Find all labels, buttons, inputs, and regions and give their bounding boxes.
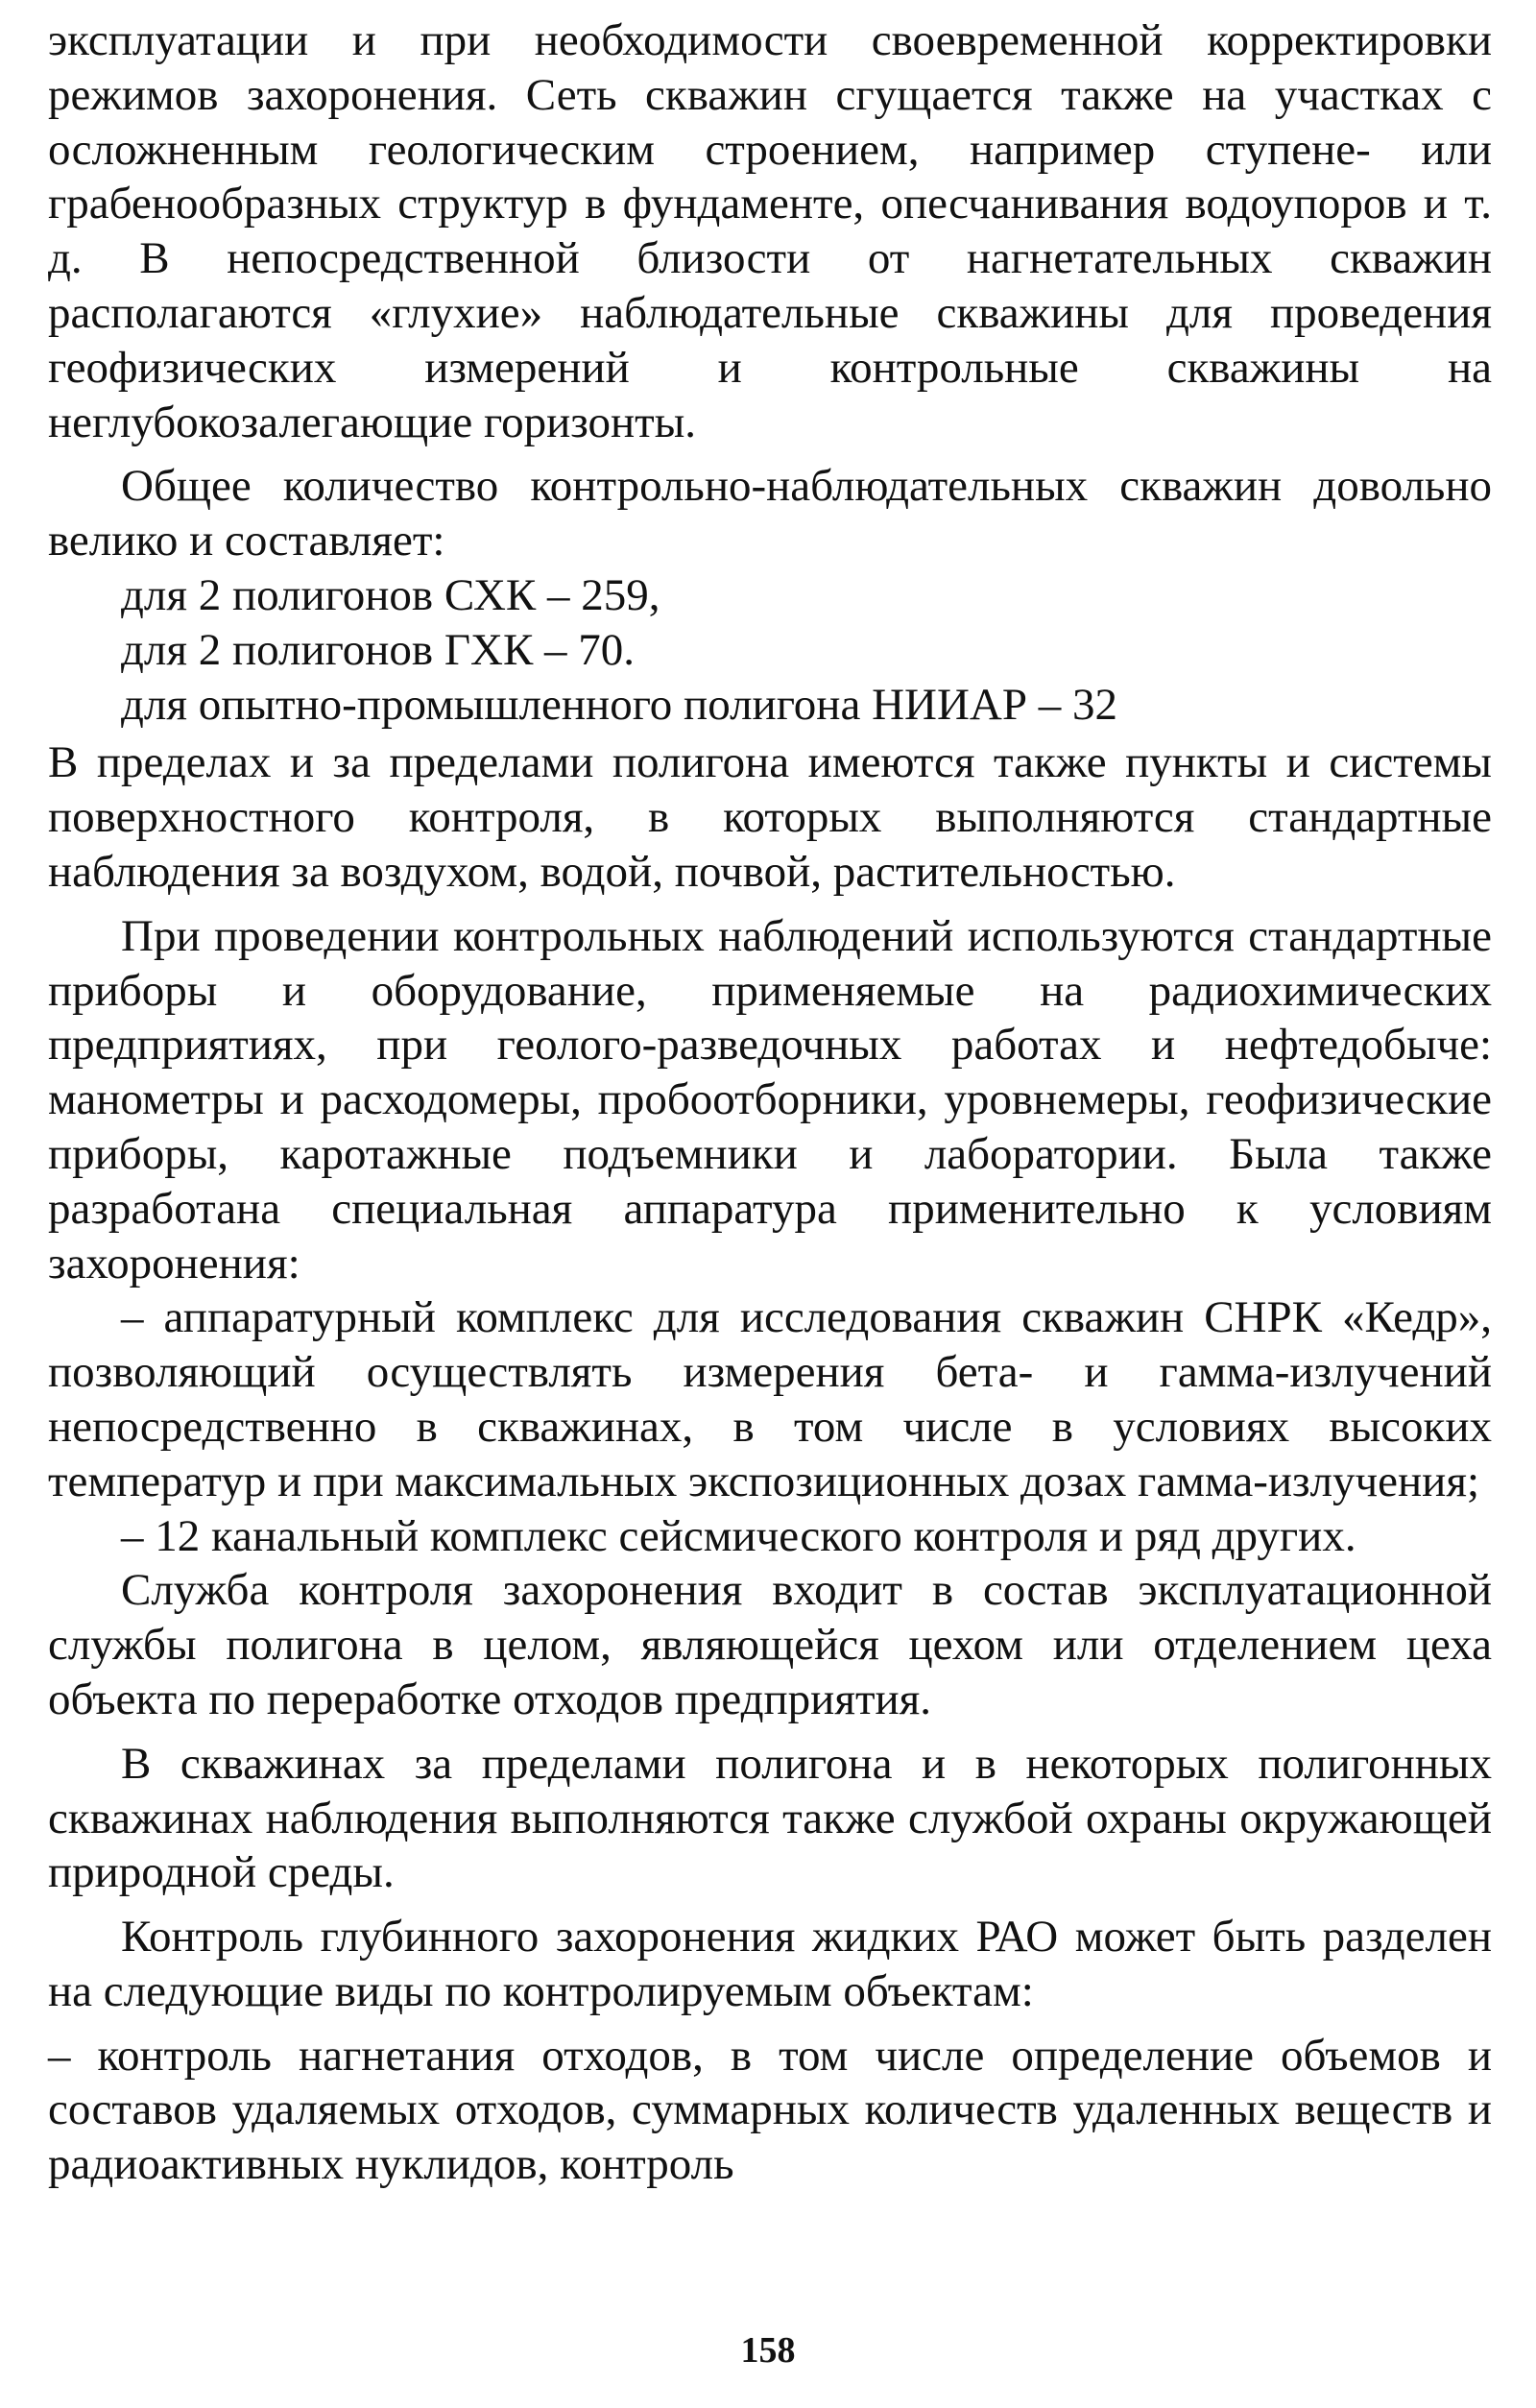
paragraph-well-count-intro: Общее количество контрольно-наблюдательных скважин довольно велико и составляет:: [48, 461, 1492, 566]
list-item-skhk: для 2 полигонов СХК – 259,: [121, 569, 660, 620]
paragraph-environment-service: В скважинах за пределами полигона и в некоторых полигонных скважинах наблюдения выполняются также службой охраны окружающей природной среды.: [48, 1738, 1492, 1898]
list-item-niiar: для опытно-промышленного полигона НИИАР – 32: [121, 679, 1117, 730]
page-text-body: [48, 13, 1492, 2202]
paragraph-equipment: При проведении контрольных наблюдений используются стандартные приборы и оборудование, применяемые на радиохимических предприятиях, при геолого-разведочных работах и нефтедобыче: манометры и расходомеры, пробоотборники, уровнемеры, геофизические приборы, каротажные подъемники и лаборатории. Была также разработана специальная аппаратура применительно к условиям захоронения:: [48, 910, 1492, 1288]
paragraph-kedr-complex: – аппаратурный комплекс для исследования скважин СНРК «Кедр», позволяющий осуществлять измерения бета- и гамма-излучений непосредственно в скважинах, в том числе в условиях высоких температур и при максимальных экспозиционных дозах гамма-излучения;: [48, 1292, 1492, 1506]
paragraph-seismic-complex: – 12 канальный комплекс сейсмического контроля и ряд других.: [121, 1510, 1356, 1561]
paragraph-continuation: эксплуатации и при необходимости своевременной корректировки режимов захоронения. Сеть скважин сгущается также на участках с осложненным геологическим строением, например ступене- или грабенообразных структур в фундаменте, опесчанивания водоупоров и т. д. В непосредственной близости от нагнетательных скважин располагаются «глухие» наблюдательные скважины для проведения геофизических измерений и контрольные скважины на неглубокозалегающие горизонты.: [48, 15, 1492, 447]
paragraph-surface-control: В пределах и за пределами полигона имеются также пункты и системы поверхностного контроля, в которых выполняются стандартные наблюдения за воздухом, водой, почвой, растительностью.: [48, 737, 1492, 897]
paragraph-injection-control: – контроль нагнетания отходов, в том числе определение объемов и составов удаляемых отходов, суммарных количеств удаленных веществ и радиоактивных нуклидов, контроль: [48, 2030, 1492, 2190]
list-item-gkhk: для 2 полигонов ГХК – 70.: [121, 624, 636, 675]
page-number: 158: [740, 2330, 796, 2371]
paragraph-control-types: Контроль глубинного захоронения жидких РАО может быть разделен на следующие виды по контролируемым объектам:: [48, 1912, 1492, 2016]
paragraph-control-service: Служба контроля захоронения входит в состав эксплуатационной службы полигона в целом, являющейся цехом или отделением цеха объекта по переработке отходов предприятия.: [48, 1565, 1492, 1724]
